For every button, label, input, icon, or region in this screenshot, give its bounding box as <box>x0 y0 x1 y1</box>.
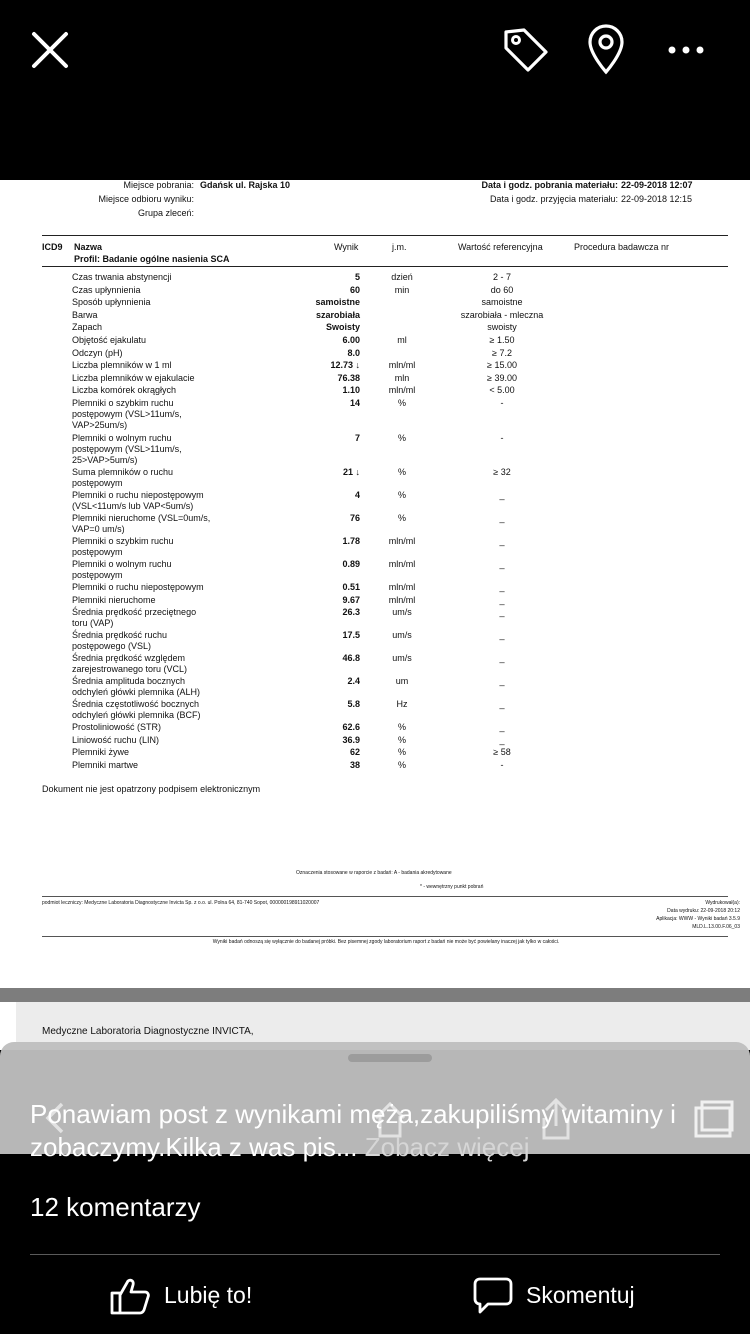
cell-ref: ≥ 58 <box>493 747 511 758</box>
page-gap <box>0 988 750 1002</box>
cell-unit: % <box>397 722 406 733</box>
table-row <box>16 607 750 629</box>
cell-unit: mln/ml <box>388 582 416 592</box>
cell-unit: % <box>397 432 406 443</box>
cell-name: Liczba komórek okrągłych <box>72 385 177 396</box>
table-row <box>16 653 750 675</box>
table-row <box>16 335 750 347</box>
cell-unit: % <box>397 760 406 770</box>
meta-label: Miejsce pobrania: <box>123 180 194 190</box>
cell-result: 76.38 <box>337 372 360 383</box>
cell-result: 5.8 <box>347 699 360 710</box>
table-row <box>16 582 750 594</box>
divider <box>42 936 728 937</box>
cell-name: Czas trwania abstynencji <box>72 272 172 282</box>
viewer-top-bar <box>0 0 750 180</box>
post-caption <box>30 1098 730 1164</box>
cell-name: Plemniki o szybkim ruchu postępowym (VSL>11um/s, VAP>25um/s) <box>72 398 182 430</box>
cell-name: Czas upłynnienia <box>72 284 141 295</box>
cell-ref: ≥ 39.00 <box>487 372 517 383</box>
cell-result: 76 <box>349 513 360 523</box>
cell-result: 6.00 <box>342 335 360 345</box>
cell-ref: ≥ 32 <box>493 467 511 477</box>
table-row <box>16 559 750 580</box>
cell-unit: um/s <box>392 653 412 664</box>
cell-name: Prostoliniowość (STR) <box>72 722 162 733</box>
table-row <box>16 467 750 488</box>
table-row <box>16 285 750 297</box>
profile-title: Profil: Badanie ogólne nasienia SCA <box>74 254 230 264</box>
cell-unit: dzień <box>391 272 413 282</box>
table-row <box>16 385 750 397</box>
cell-ref: swoisty <box>487 322 517 333</box>
cell-unit: % <box>397 398 406 408</box>
cell-ref: samoistne <box>481 297 523 308</box>
cell-result: 36.9 <box>342 734 360 745</box>
divider <box>30 1254 720 1255</box>
header-icd9: ICD9 <box>42 242 63 252</box>
legend-internal: * - wewnętrzny punkt pobrań <box>420 884 484 890</box>
footer-print-date: Data wydruku: 22-09-2018 20:12 <box>667 908 740 914</box>
cell-unit: mln/ml <box>388 385 416 396</box>
thumbs-up-icon <box>108 1275 152 1315</box>
meta-label: Data i godz. przyjęcia materiału: <box>489 194 618 204</box>
cell-name: Sposób upłynnienia <box>72 297 151 308</box>
cell-ref: - <box>500 760 504 770</box>
table-row <box>16 760 750 772</box>
cell-unit: % <box>397 513 406 523</box>
table-row <box>16 536 750 557</box>
cell-name: Średnia prędkość przeciętnego toru (VAP) <box>72 607 197 629</box>
header-reference: Wartość referencyjna <box>458 242 543 252</box>
cell-unit: mln/ml <box>388 559 416 569</box>
table-row <box>16 722 750 734</box>
table-row <box>16 310 750 322</box>
cell-name: Plemniki o wolnym ruchu postępowym (VSL>11um/s, 25>VAP>5um/s) <box>72 432 182 465</box>
cell-result: szarobiała <box>315 309 360 320</box>
cell-ref: _ <box>499 594 505 605</box>
like-label: Lubię to! <box>164 1281 253 1308</box>
table-row <box>16 490 750 511</box>
next-page-title: Medyczne Laboratoria Diagnostyczne INVICTA, <box>42 1026 254 1037</box>
cell-result: 7 <box>354 432 360 443</box>
cell-result: 0.89 <box>342 559 360 569</box>
cell-name: Suma plemników o ruchu postępowym <box>72 467 174 488</box>
table-row <box>16 432 750 465</box>
meta-label: Data i godz. pobrania materiału: <box>481 180 618 190</box>
footer-printed-by: Wydrukował(a): <box>705 900 740 906</box>
caption-text: Ponawiam post z wynikami męża,zakupiliśmy witaminy i zobaczymy.Kilka z was pis... <box>30 1099 676 1162</box>
table-row <box>16 373 750 385</box>
cell-result: 17.5 <box>342 630 360 641</box>
drag-handle[interactable] <box>348 1054 432 1062</box>
cell-ref: do 60 <box>490 284 514 295</box>
cell-name: Plemniki o wolnym ruchu postępowym <box>72 559 172 580</box>
table-row <box>16 630 750 652</box>
cell-result: samoistne <box>315 297 360 308</box>
cell-unit: ml <box>397 335 407 345</box>
cell-unit: % <box>397 747 406 758</box>
cell-unit: % <box>397 734 406 745</box>
cell-unit: um/s <box>392 607 412 618</box>
table-row <box>16 398 750 430</box>
header-procedure: Procedura badawcza nr <box>574 242 670 252</box>
cell-unit: mln/ml <box>388 594 416 605</box>
cell-name: Objętość ejakulatu <box>72 335 147 345</box>
header-result: Wynik <box>334 242 359 252</box>
cell-unit: % <box>397 490 406 500</box>
cell-result: 21 ↓ <box>342 467 360 477</box>
cell-name: Odczyn (pH) <box>72 347 123 358</box>
signature-note: Dokument nie jest opatrzony podpisem elektronicznym <box>42 784 261 794</box>
cell-ref: _ <box>499 734 505 745</box>
more-icon[interactable] <box>658 22 714 78</box>
table-row <box>16 699 750 721</box>
comment-label: Skomentuj <box>526 1281 635 1308</box>
table-row <box>16 360 750 372</box>
location-icon[interactable] <box>578 22 634 78</box>
cell-ref: - <box>500 398 504 408</box>
cell-ref: _ <box>499 630 505 641</box>
cell-ref: < 5.00 <box>489 385 515 396</box>
cell-unit: mln/ml <box>388 536 416 546</box>
cell-ref: _ <box>499 513 505 523</box>
meta-label: Miejsce odbioru wyniku: <box>98 194 194 204</box>
cell-ref: _ <box>499 722 505 733</box>
divider <box>42 235 728 236</box>
cell-name: Plemniki o ruchu niepostępowym <box>72 582 204 592</box>
cell-result: 1.10 <box>342 385 360 396</box>
cell-name: Liczba plemników w 1 ml <box>72 360 172 371</box>
cell-unit: min <box>394 284 410 295</box>
document-page <box>16 180 750 988</box>
cell-result: 0.51 <box>342 582 360 592</box>
table-row <box>16 272 750 284</box>
lab-result-document <box>0 180 750 1050</box>
cell-result: Swoisty <box>325 322 360 333</box>
cell-result: 2.4 <box>347 676 360 687</box>
cell-result: 8.0 <box>347 347 360 358</box>
cell-result: 62 <box>349 747 360 758</box>
meta-label: Grupa zleceń: <box>137 208 194 218</box>
cell-result: 46.8 <box>342 653 360 664</box>
cell-name: Plemniki żywe <box>72 747 130 758</box>
footer-application: Aplikacja: WWW - Wyniki badań 3.5.9 <box>656 916 740 922</box>
close-icon[interactable] <box>22 22 78 78</box>
cell-name: Barwa <box>72 309 98 320</box>
cell-ref: ≥ 7.2 <box>492 347 512 358</box>
meta-value: 22-09-2018 12:07 <box>621 180 693 190</box>
header-name: Nazwa <box>74 242 103 252</box>
like-button[interactable] <box>108 1270 252 1320</box>
table-row <box>16 513 750 534</box>
comment-button[interactable] <box>472 1270 635 1320</box>
cell-result: 38 <box>349 760 360 770</box>
cell-ref: _ <box>499 676 505 687</box>
tag-icon[interactable] <box>498 22 554 78</box>
cell-unit: um <box>395 676 409 687</box>
cell-unit: % <box>397 467 406 477</box>
footer-code: MLD.L.13.00.F.06_03 <box>692 924 740 930</box>
cell-ref: szarobiała - mleczna <box>460 309 544 320</box>
cell-name: Plemniki nieruchome (VSL=0um/s, VAP=0 um/s) <box>72 513 211 534</box>
table-row <box>16 297 750 309</box>
meta-value: 22-09-2018 12:15 <box>621 194 693 204</box>
table-row <box>16 747 750 759</box>
cell-name: Średnia prędkość ruchu postępowego (VSL) <box>72 630 168 652</box>
cell-ref: _ <box>499 559 505 569</box>
header-unit: j.m. <box>392 242 407 252</box>
cell-result: 1.78 <box>342 536 360 546</box>
table-row <box>16 595 750 607</box>
cell-ref: _ <box>499 582 505 592</box>
cell-result: 12.73 ↓ <box>330 360 360 371</box>
cell-unit: um/s <box>392 630 412 641</box>
footer-entity: podmiot leczniczy: Medyczne Laboratoria Diagnostyczne Invicta Sp. z o.o. ul. Polna 64, 81-740 Sopot, 000000198911020007 <box>42 900 320 906</box>
cell-name: Liniowość ruchu (LIN) <box>72 734 160 745</box>
comment-icon <box>472 1275 514 1315</box>
cell-ref: _ <box>499 699 505 710</box>
table-row <box>16 676 750 698</box>
cell-name: Liczba plemników w ejakulacie <box>72 372 195 383</box>
cell-name: Zapach <box>72 322 103 333</box>
disclaimer: Wyniki badań odnoszą się wyłącznie do badanej próbki. Bez pisemnej zgody laboratorium raport z badań nie może być powielany inaczej jak tylko w całości. <box>212 939 560 945</box>
cell-result: 9.67 <box>342 594 360 605</box>
cell-result: 26.3 <box>342 607 360 618</box>
cell-name: Plemniki martwe <box>72 760 139 770</box>
divider <box>42 266 728 267</box>
cell-result: 14 <box>349 398 360 408</box>
cell-result: 62.6 <box>342 722 360 733</box>
cell-ref: _ <box>499 490 505 500</box>
cell-ref: - <box>500 432 504 443</box>
cell-name: Plemniki o szybkim ruchu postępowym <box>72 536 174 557</box>
cell-name: Średnia prędkość względem zarejestrowanego toru (VCL) <box>72 653 188 675</box>
cell-name: Średnia częstotliwość bocznych odchyleń główki plemnika (BCF) <box>72 699 201 721</box>
cell-result: 60 <box>349 284 360 295</box>
cell-ref: ≥ 1.50 <box>489 335 515 345</box>
table-row <box>16 322 750 334</box>
cell-unit: mln/ml <box>388 360 416 371</box>
cell-name: Plemniki o ruchu niepostępowym (VSL<11um/s lub VAP<5um/s) <box>72 490 204 511</box>
cell-name: Plemniki nieruchome <box>72 594 156 605</box>
divider <box>42 896 728 897</box>
cell-result: 4 <box>354 490 360 500</box>
cell-result: 5 <box>354 272 360 282</box>
cell-ref: 2 - 7 <box>492 272 511 282</box>
legend-accredited: Oznaczenia stosowane w raporcie z badań: A - badania akredytowane <box>296 870 452 876</box>
cell-ref: _ <box>499 653 505 664</box>
table-row <box>16 735 750 747</box>
cell-name: Średnia amplituda bocznych odchyleń główki plemnika (ALH) <box>72 676 201 698</box>
cell-unit: Hz <box>396 699 408 710</box>
table-row <box>16 348 750 360</box>
cell-ref: _ <box>499 536 505 546</box>
see-more-link[interactable]: Zobacz więcej <box>364 1132 530 1162</box>
meta-value: Gdańsk ul. Rajska 10 <box>200 180 291 190</box>
cell-ref: ≥ 15.00 <box>487 360 517 371</box>
cell-ref: _ <box>499 607 505 618</box>
cell-unit: mln <box>394 372 410 383</box>
comments-count[interactable]: 12 komentarzy <box>30 1192 201 1222</box>
